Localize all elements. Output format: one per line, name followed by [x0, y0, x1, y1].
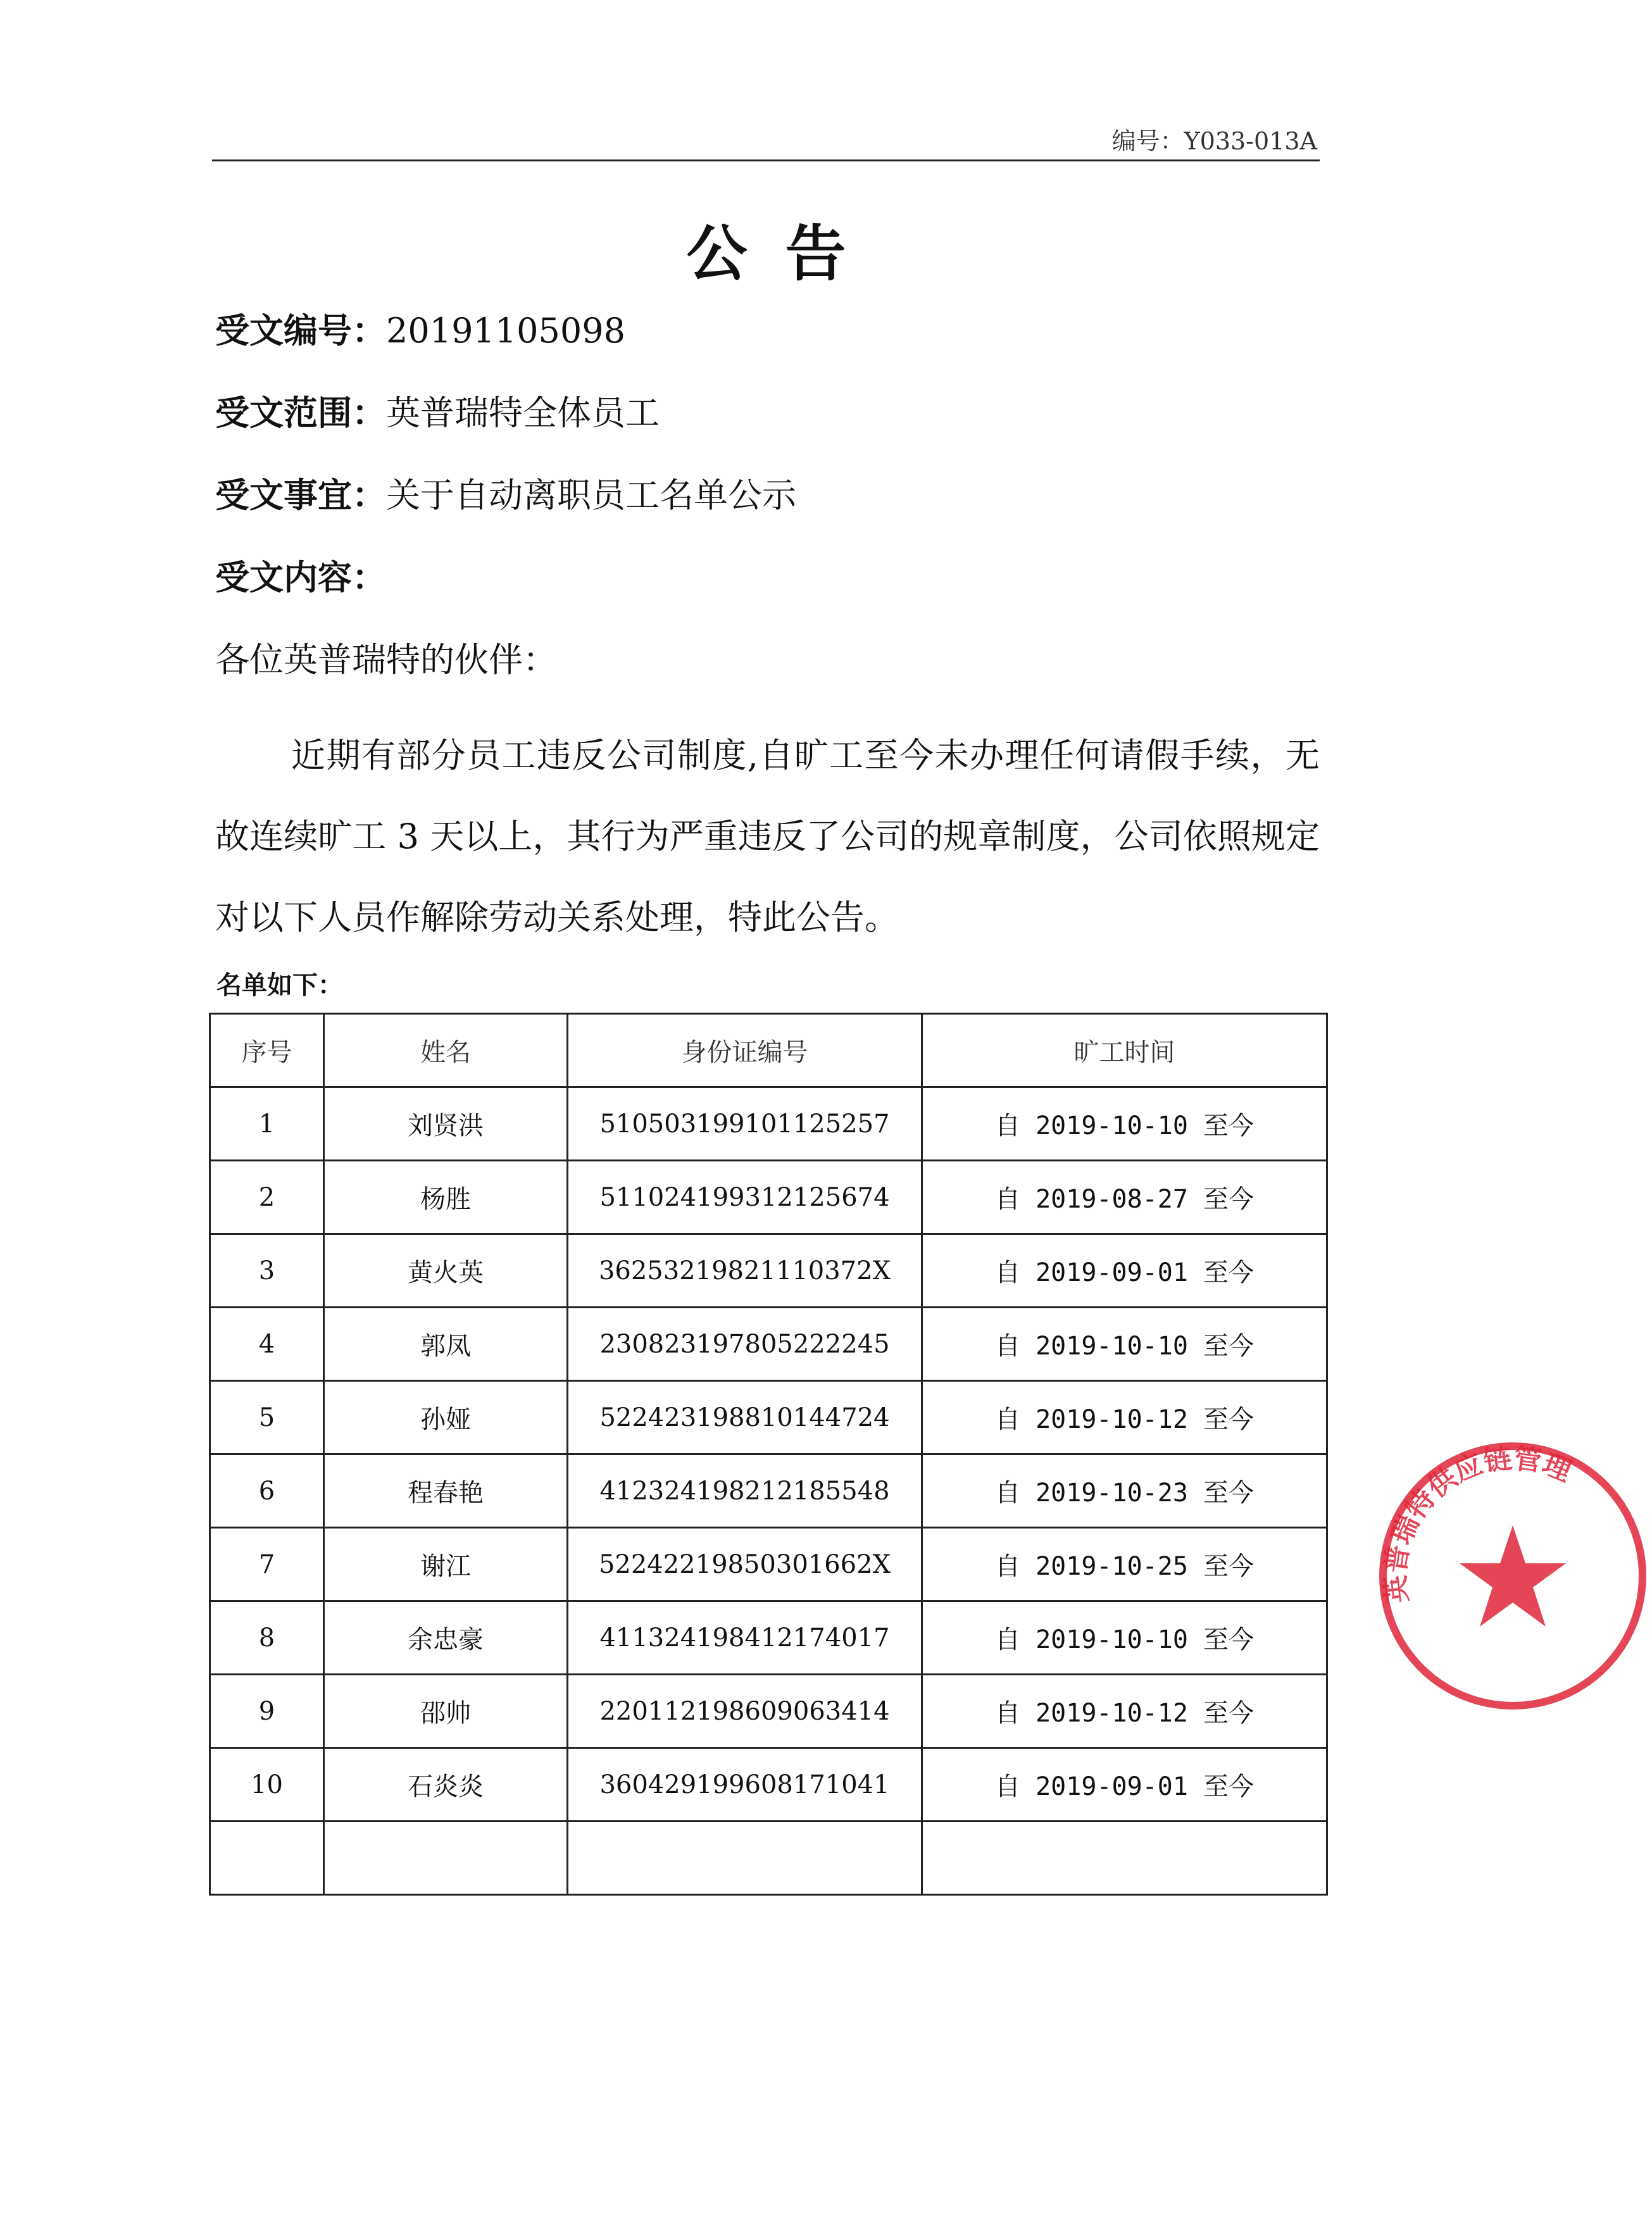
cell-id-number: 36253219821110372X	[568, 1234, 922, 1308]
cell-absence-period: 自 2019-10-12 至今	[922, 1675, 1327, 1748]
cell-id-number: 412324198212185548	[568, 1454, 922, 1528]
cell-absence-period: 自 2019-10-23 至今	[922, 1454, 1327, 1528]
field-content	[215, 551, 386, 599]
cell-absence-period: 自 2019-09-01 至今	[922, 1748, 1327, 1822]
cell-number	[210, 1822, 324, 1895]
column-header-id: 身份证编号	[568, 1014, 922, 1087]
cell-absence-period	[922, 1822, 1327, 1895]
cell-number: 4	[210, 1308, 324, 1381]
cell-name: 程春艳	[324, 1454, 568, 1528]
cell-name: 郭凤	[324, 1308, 568, 1381]
table-row	[210, 1308, 1327, 1381]
cell-name: 刘贤洪	[324, 1087, 568, 1161]
header-divider	[212, 159, 1320, 161]
cell-absence-period: 自 2019-10-25 至今	[922, 1528, 1327, 1601]
cell-absence-period: 自 2019-10-12 至今	[922, 1381, 1327, 1454]
cell-id-number: 511024199312125674	[568, 1161, 922, 1234]
cell-id-number: 52242219850301662X	[568, 1528, 922, 1601]
cell-absence-period: 自 2019-10-10 至今	[922, 1087, 1327, 1161]
table-row	[210, 1528, 1327, 1601]
cell-number: 3	[210, 1234, 324, 1308]
cell-id-number: 522423198810144724	[568, 1381, 922, 1454]
table-row	[210, 1234, 1327, 1308]
seal-text: 英普瑞特供应链管理	[1379, 1442, 1576, 1605]
field-scope	[215, 386, 660, 435]
cell-name: 黄火英	[324, 1234, 568, 1308]
cell-absence-period: 自 2019-10-10 至今	[922, 1308, 1327, 1381]
field-document-number	[215, 304, 625, 353]
field-label: 受文内容：	[215, 558, 386, 597]
dismissal-table	[209, 1013, 1328, 1896]
field-label: 受文范围：	[215, 393, 386, 433]
cell-absence-period: 自 2019-10-10 至今	[922, 1601, 1327, 1675]
cell-name: 邵帅	[324, 1675, 568, 1748]
field-value: 关于自动离职员工名单公示	[386, 475, 796, 515]
cell-number: 5	[210, 1381, 324, 1454]
cell-number: 6	[210, 1454, 324, 1528]
cell-id-number: 360429199608171041	[568, 1748, 922, 1822]
table-body	[210, 1087, 1327, 1895]
field-value: 英普瑞特全体员工	[386, 393, 660, 433]
cell-name: 杨胜	[324, 1161, 568, 1234]
cell-name: 孙娅	[324, 1381, 568, 1454]
cell-name	[324, 1822, 568, 1895]
cell-name: 余忠豪	[324, 1601, 568, 1675]
table-header-row	[210, 1014, 1327, 1087]
cell-id-number: 411324198412174017	[568, 1601, 922, 1675]
field-label: 受文编号：	[215, 311, 386, 351]
cell-number: 2	[210, 1161, 324, 1234]
cell-number: 1	[210, 1087, 324, 1161]
cell-number: 9	[210, 1675, 324, 1748]
cell-name: 石炎炎	[324, 1748, 568, 1822]
cell-id-number: 510503199101125257	[568, 1087, 922, 1161]
cell-absence-period: 自 2019-08-27 至今	[922, 1161, 1327, 1234]
table-row	[210, 1601, 1327, 1675]
cell-absence-period: 自 2019-09-01 至今	[922, 1234, 1327, 1308]
column-header-period: 旷工时间	[922, 1014, 1327, 1087]
field-value: 20191105098	[386, 311, 625, 351]
salutation: 各位英普瑞特的伙伴：	[215, 640, 557, 680]
table-row	[210, 1822, 1327, 1895]
document-code: 编号：Y033-013A	[1111, 127, 1317, 155]
cell-number: 8	[210, 1601, 324, 1675]
svg-text:英普瑞特供应链管理	[1379, 1442, 1576, 1605]
company-seal	[1374, 1437, 1652, 1715]
list-title: 名单如下：	[216, 971, 343, 1000]
table-row	[210, 1454, 1327, 1528]
table-row	[210, 1087, 1327, 1161]
cell-name: 谢江	[324, 1528, 568, 1601]
table-row	[210, 1748, 1327, 1822]
cell-id-number	[568, 1822, 922, 1895]
field-subject	[215, 468, 796, 517]
cell-id-number: 220112198609063414	[568, 1675, 922, 1748]
table-row	[210, 1381, 1327, 1454]
table-row	[210, 1161, 1327, 1234]
page-title: 公告	[686, 218, 884, 289]
column-header-name: 姓名	[324, 1014, 568, 1087]
column-header-no: 序号	[210, 1014, 324, 1087]
cell-number: 10	[210, 1748, 324, 1822]
cell-id-number: 230823197805222245	[568, 1308, 922, 1381]
field-label: 受文事宜：	[215, 475, 386, 515]
cell-number: 7	[210, 1528, 324, 1601]
table-row	[210, 1675, 1327, 1748]
body-paragraph: 近期有部分员工违反公司制度,自旷工至今未办理任何请假手续，无故连续旷工 3 天以上，其行为严重违反了公司的规章制度，公司依照规定对以下人员作解除劳动关系处理，特此公告。	[215, 735, 1320, 937]
